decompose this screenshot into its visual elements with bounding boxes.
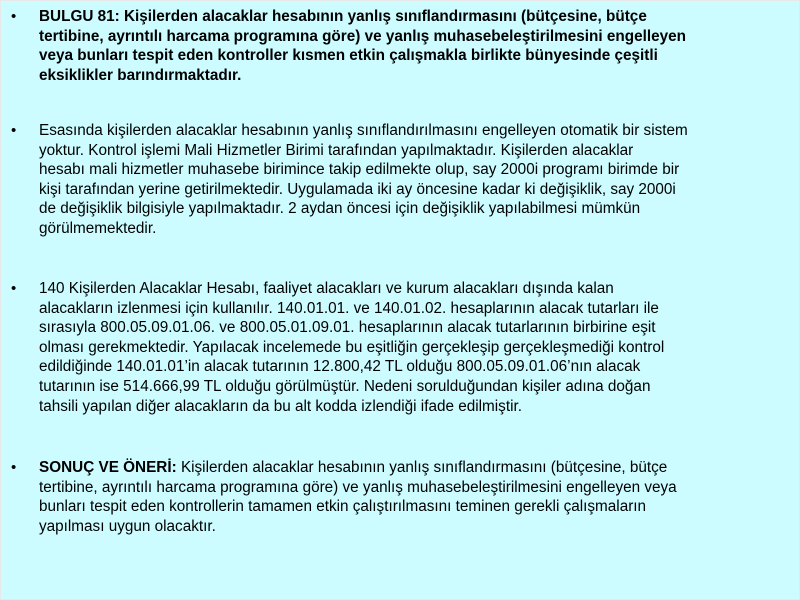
conclusion-text (39, 458, 791, 536)
text-line: bunları tespit eden kontrollerin tamamen etkin çalıştırılmasını teminen gerekli çalışmaların (39, 498, 647, 516)
bullet-icon: • (11, 8, 17, 25)
text-line: tutarının ise 514.666,99 TL olduğu görülmüştür. Nedeni sorulduğundan kişiler adına doğan (39, 377, 651, 395)
text-line: tertibine, ayrıntılı harcama programına göre) ve yanlış muhasebeleştirilmesini engelleyen veya (39, 478, 677, 496)
text-line: Esasında kişilerden alacaklar hesabının yanlış sınıflandırılmasını engelleyen otomatik bir sistem (39, 122, 688, 139)
text-line: 140 Kişilerden Alacaklar Hesabı, faaliyet alacakları ve kurum alacakları dışında kalan (39, 280, 614, 297)
text-line: Kişilerden alacaklar hesabının yanlış sınıflandırmasını (bütçesine, bütçe (180, 459, 668, 476)
text-line: edildiğinde 140.01.01’in alacak tutarının 12.800,42 TL olduğu 800.05.09.01.06’nın alacak (39, 358, 641, 376)
text-line: yoktur. Kontrol işlemi Mali Hizmetler Birimi tarafından yapılmaktadır. Kişilerden alacaklar (39, 141, 634, 159)
text-line: kişi tarafından yerine getirilmektedir. Uygulamada iki ay öncesine kadar ki değişiklik, say 2000i (39, 180, 676, 198)
bullet-icon: • (11, 122, 17, 139)
text-line: veya bunları tespit eden kontroller kısmen etkin çalışmakla birlikte bünyesinde çeşitli (39, 47, 658, 65)
account-text (39, 279, 791, 416)
text-line: eksiklikler barındırmaktadır. (39, 66, 242, 84)
text-line: sırasıyla 800.05.09.01.06. ve 800.05.01.09.01. hesaplarının alacak tutarlarının birbirine eşit (39, 319, 656, 337)
text-line: Kişilerden alacaklar hesabının yanlış sınıflandırmasını (bütçesine, bütçe (124, 8, 647, 25)
text-line: tahsili yapılan diğer alacakların da bu alt kodda izlendiği ifade edilmiştir. (39, 397, 522, 415)
bullet-icon: • (11, 459, 17, 476)
text-line: hesabı mali hizmetler muhasebe birimince takip edilmekte olup, say 2000i programı birimde bir (39, 161, 680, 179)
bullet-icon: • (11, 280, 17, 297)
finding-label: BULGU 81: (39, 8, 120, 25)
text-line: yapılması uygun olacaktır. (39, 517, 216, 535)
text-line: tertibine, ayrıntılı harcama programına göre) ve yanlış muhasebeleştirilmesini engelleyen (39, 27, 686, 45)
explanation-text (39, 121, 791, 239)
text-line: olması gerekmektedir. Yapılacak incelemede bu eşitliğin gerçekleşip gerçekleşmediği kontrol (39, 338, 665, 356)
text-line: alacakların izlenmesi için kullanılır. 140.01.01. ve 140.01.02. hesaplarının alacak tutarları ile (39, 299, 659, 317)
finding-text (39, 7, 791, 85)
text-line: görülmemektedir. (39, 219, 157, 237)
conclusion-label: SONUÇ VE ÖNERİ: (39, 459, 177, 476)
text-line: de değişiklik bilgisiyle yapılmaktadır. 2 aydan öncesi için değişiklik yapılabilmesi mümkün (39, 200, 641, 218)
